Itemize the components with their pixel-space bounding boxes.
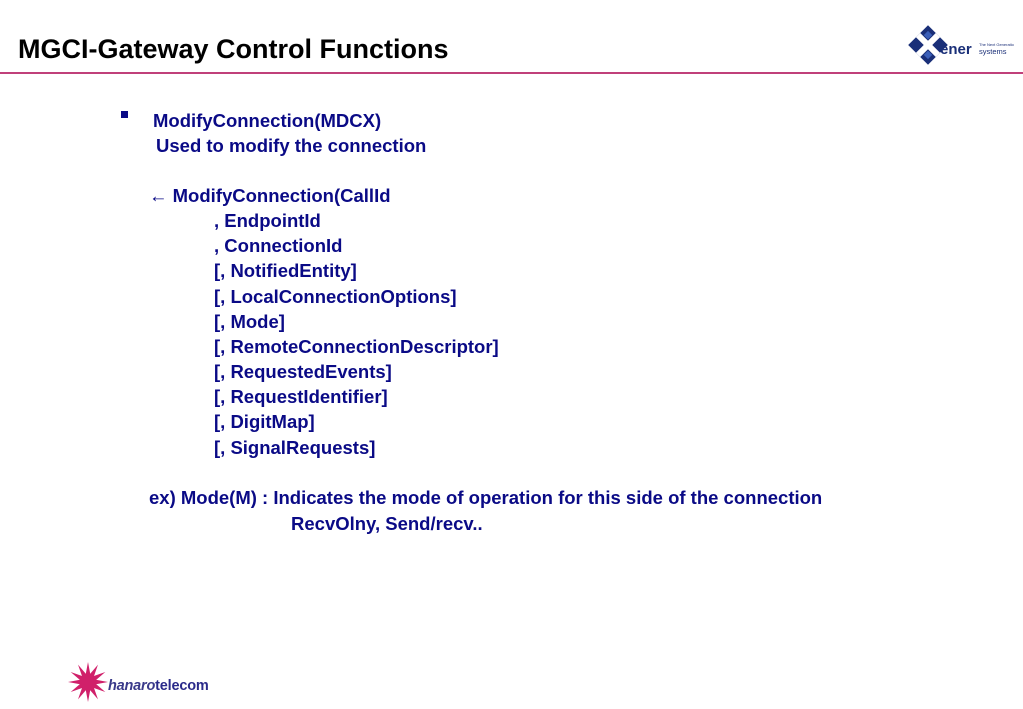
param-line: [, RequestedEvents] (214, 361, 392, 382)
hanaro-star-icon (66, 660, 110, 704)
example-line: ex) Mode(M) : Indicates the mode of operation for this side of the connection (149, 487, 823, 508)
param-line: [, DigitMap] (214, 411, 315, 432)
param-line: [, NotifiedEntity] (214, 260, 357, 281)
example-values: RecvOlny, Send/recv.. (291, 513, 483, 534)
svg-text:The Next Generation: The Next Generation (979, 42, 1014, 47)
param-line: [, RequestIdentifier] (214, 386, 388, 407)
description-text: Used to modify the connection (156, 135, 427, 156)
param-line: [, SignalRequests] (214, 437, 376, 458)
param-line: [, LocalConnectionOptions] (214, 286, 457, 307)
svg-text:systems: systems (979, 47, 1007, 56)
param-line: , EndpointId (214, 210, 321, 231)
hanaro-wordmark (108, 678, 209, 694)
hanaro-brand-b: telecom (155, 678, 209, 694)
svg-text:ener: ener (940, 41, 972, 58)
param-line: [, Mode] (214, 311, 285, 332)
call-signature: ← ModifyConnection(CallId (149, 185, 391, 206)
hanaro-brand-a: hanaro (108, 678, 156, 694)
bullet-marker (121, 111, 128, 118)
param-line: [, RemoteConnectionDescriptor] (214, 336, 499, 357)
bullet-heading: ModifyConnection(MDCX) (153, 110, 382, 131)
param-line: , ConnectionId (214, 235, 343, 256)
slide-title: MGCI-Gateway Control Functions (18, 34, 449, 64)
